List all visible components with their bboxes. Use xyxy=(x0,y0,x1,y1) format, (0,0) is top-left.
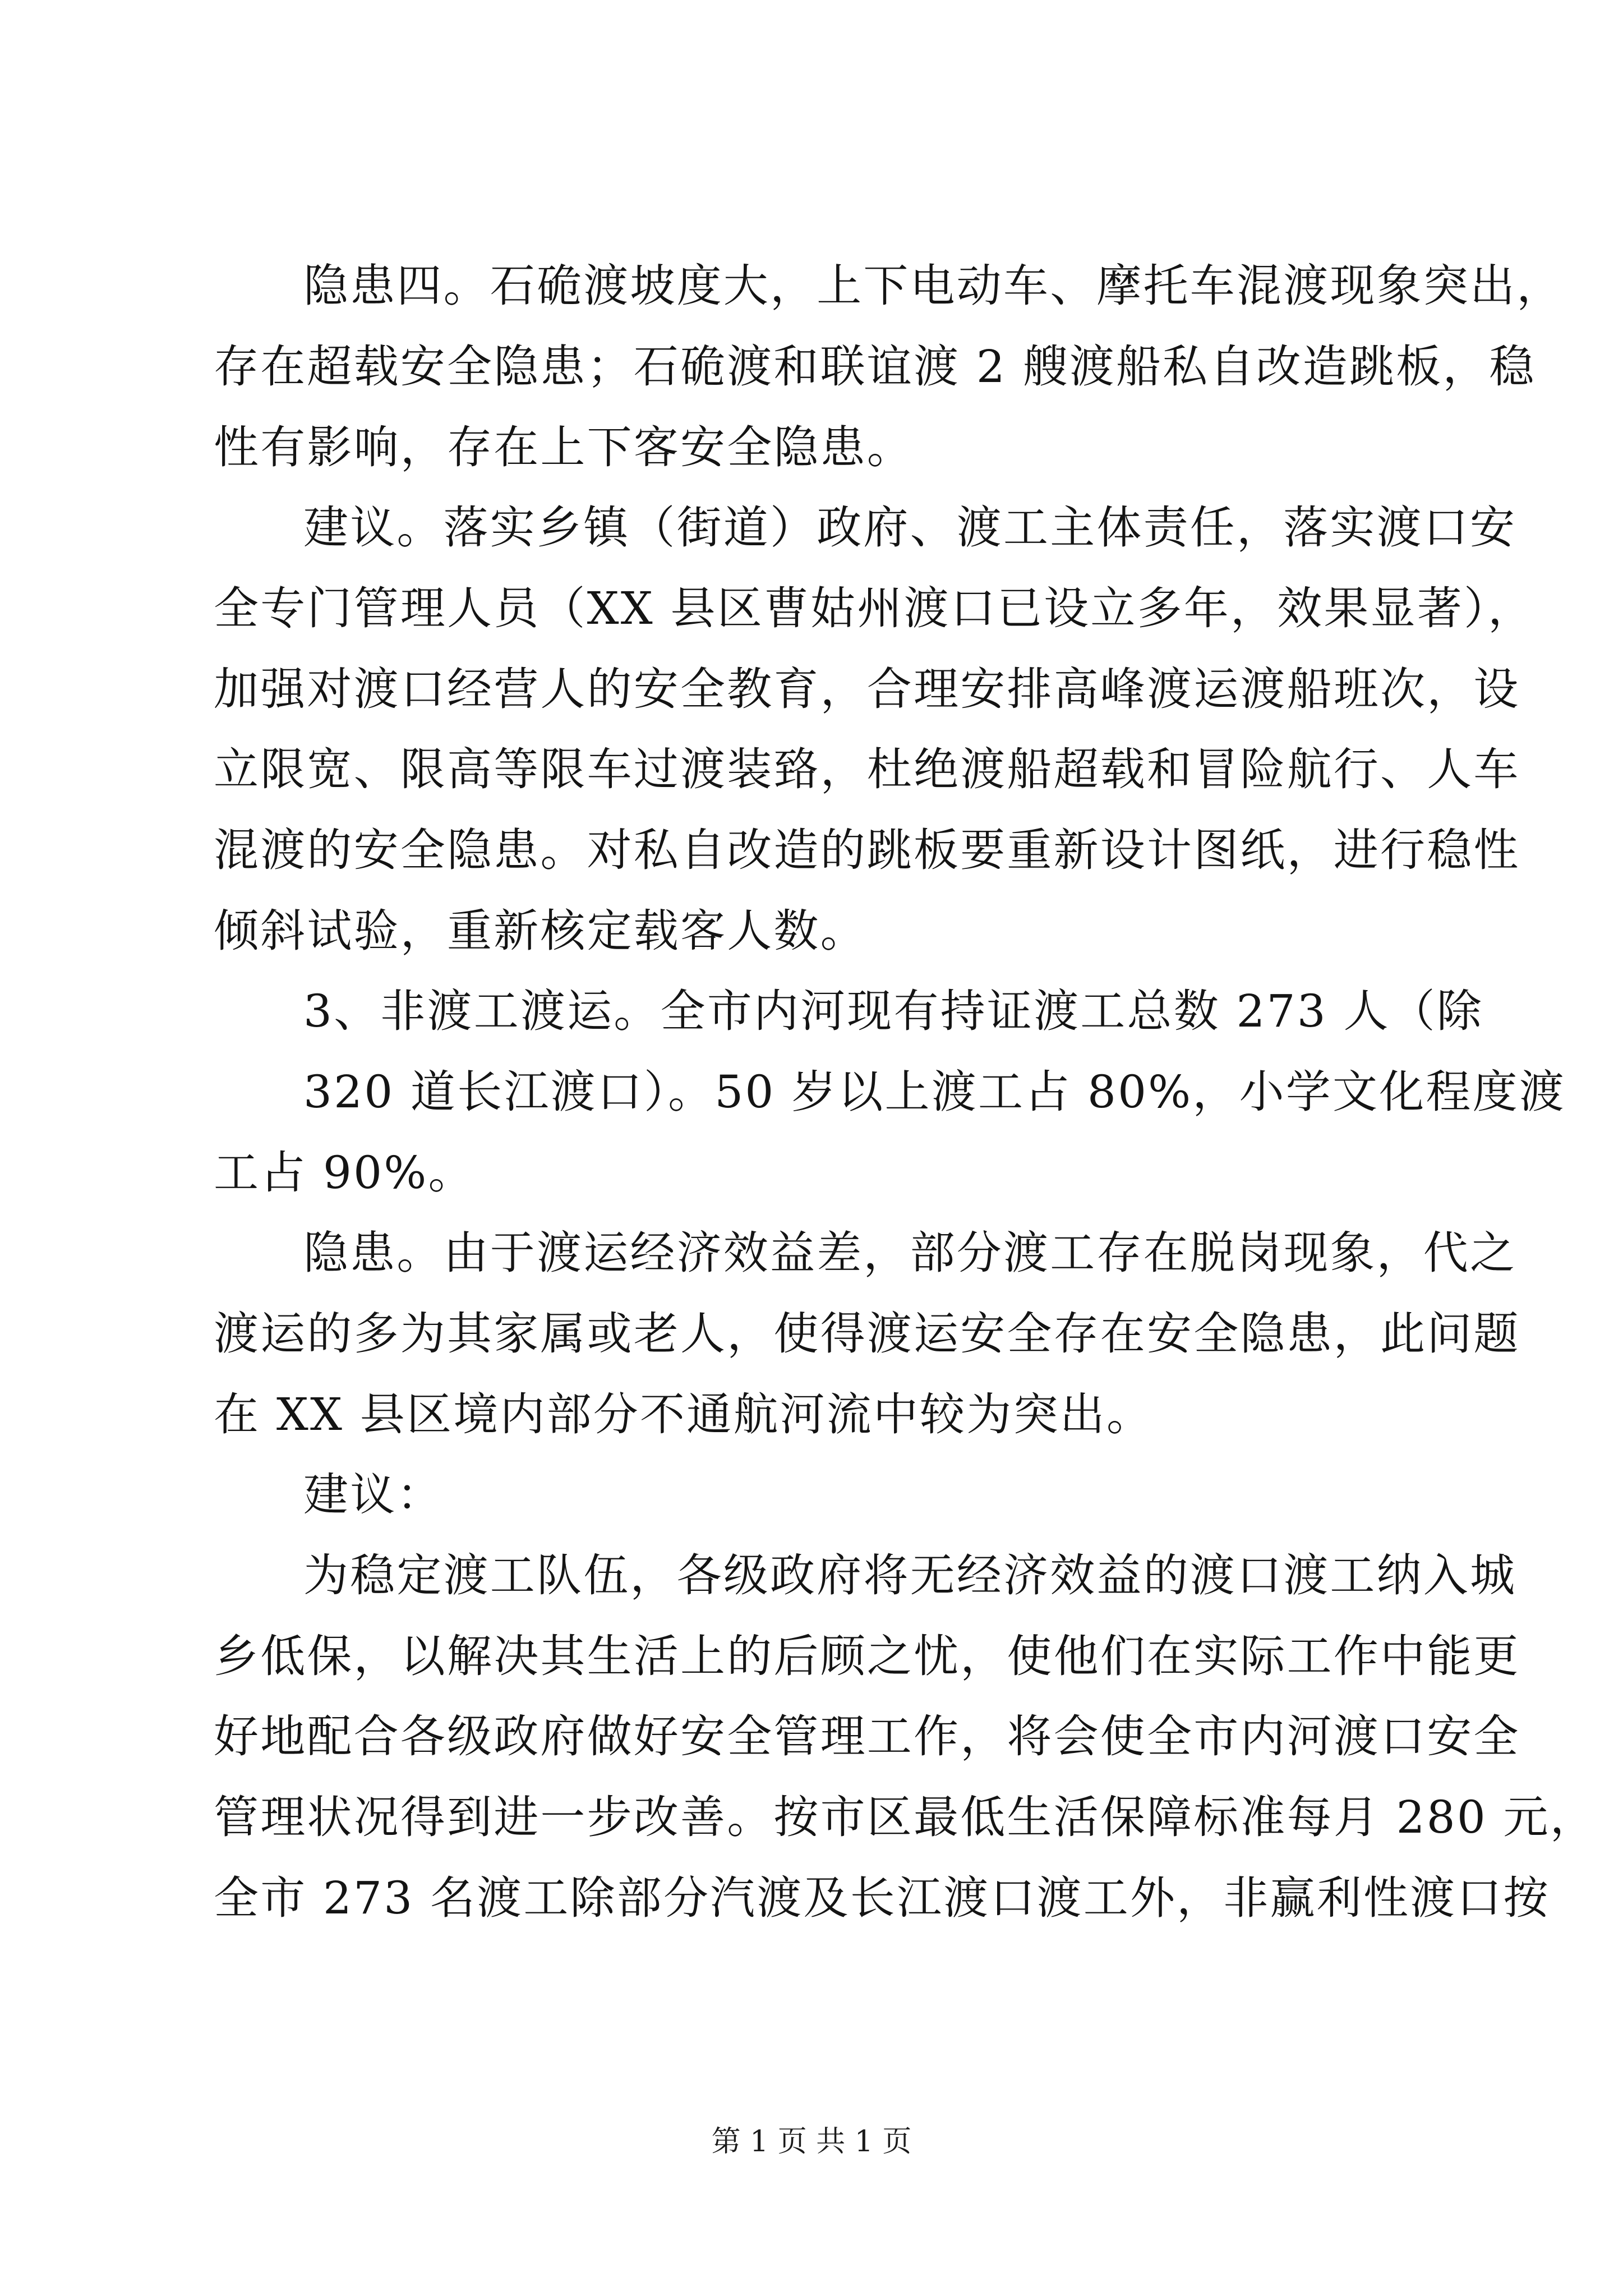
paragraph-line: 全市 273 名渡工除部分汽渡及长江渡口渡工外，非赢利性渡口按 xyxy=(214,1872,1550,1924)
paragraph-line: 隐患。由于渡运经济效益差，部分渡工存在脱岗现象，代之 xyxy=(303,1227,1517,1279)
paragraph-line: 建议。落实乡镇（街道）政府、渡工主体责任，落实渡口安 xyxy=(303,501,1517,554)
paragraph-line: 工占 90%。 xyxy=(214,1147,475,1199)
paragraph-line: 立限宽、限高等限车过渡装臵，杜绝渡船超载和冒险航行、人车 xyxy=(214,743,1520,795)
paragraph-line: 3、非渡工渡运。全市内河现有持证渡工总数 273 人（除 xyxy=(303,985,1484,1037)
paragraph-line: 好地配合各级政府做好安全管理工作，将会使全市内河渡口安全 xyxy=(214,1710,1520,1763)
paragraph-line: 隐患四。石硊渡坡度大，上下电动车、摩托车混渡现象突出， xyxy=(303,260,1564,312)
paragraph-line: 为稳定渡工队伍，各级政府将无经济效益的渡口渡工纳入城 xyxy=(303,1549,1517,1602)
paragraph-line: 渡运的多为其家属或老人，使得渡运安全存在安全隐患，此问题 xyxy=(214,1308,1520,1360)
page-footer: 第 1 页 共 1 页 xyxy=(711,2125,912,2159)
paragraph-line: 管理状况得到进一步改善。按市区最低生活保障标准每月 280 元， xyxy=(214,1791,1597,1843)
paragraph-line: 存在超载安全隐患；石硊渡和联谊渡 2 艘渡船私自改造跳板，稳 xyxy=(214,341,1536,393)
paragraph-line: 全专门管理人员（XX 县区曹姑州渡口已设立多年，效果显著）， xyxy=(214,582,1535,634)
paragraph-line: 混渡的安全隐患。对私自改造的跳板要重新设计图纸，进行稳性 xyxy=(214,824,1520,876)
paragraph-line: 在 XX 县区境内部分不通航河流中较为突出。 xyxy=(214,1388,1154,1441)
paragraph-line: 加强对渡口经营人的安全教育，合理安排高峰渡运渡船班次，设 xyxy=(214,663,1520,715)
paragraph-line: 建议： xyxy=(303,1469,444,1521)
paragraph-line: 乡低保，以解决其生活上的后顾之忧，使他们在实际工作中能更 xyxy=(214,1630,1520,1682)
paragraph-line: 倾斜试验，重新核定载客人数。 xyxy=(214,905,867,957)
paragraph-line: 320 道长江渡口）。50 岁以上渡工占 80%，小学文化程度渡 xyxy=(303,1066,1566,1118)
paragraph-line: 性有影响，存在上下客安全隐患。 xyxy=(214,421,914,473)
